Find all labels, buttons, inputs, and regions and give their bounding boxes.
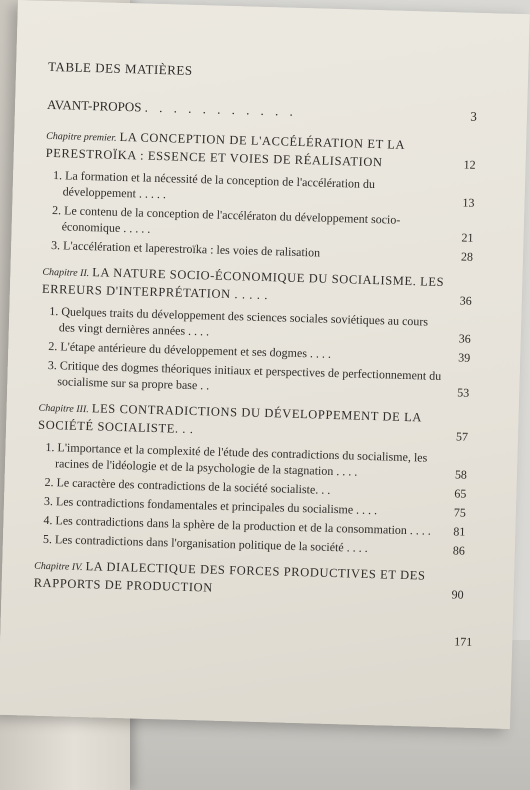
chapter-entry (38, 399, 469, 445)
page-number: 90 (451, 587, 464, 602)
chapter-label: Chapitre IV. (34, 560, 83, 574)
page-number: 21 (461, 230, 474, 245)
avant-propos-entry (47, 97, 477, 125)
page-number: 12 (463, 157, 476, 172)
chapter-title: LA CONCEPTION DE L'ACCÉLÉRATION ET LA PERESTROÏKA : ESSENCE ET VOIES DE RÉALISATION (45, 129, 405, 170)
page-number: 53 (457, 385, 470, 400)
table-of-contents (33, 59, 478, 609)
avant-propos-label: AVANT-PROPOS (46, 96, 142, 115)
section-title: 5. Les contradictions dans l'organisation politique de la société . . . . (42, 531, 368, 555)
chapter-title: LA DIALECTIQUE DES FORCES PRODUCTIVES ET DES RAPPORTS DE PRODUCTION (33, 559, 426, 595)
chapter-label: Chapitre III. (38, 402, 89, 416)
page-number: 75 (453, 505, 467, 520)
page-number: 39 (457, 350, 471, 365)
toc-heading: TABLE DES MATIÈRES (47, 58, 193, 78)
chapter-entry (42, 263, 473, 309)
page-number: 36 (458, 331, 471, 346)
section-title: 4. Les contradictions dans la sphère de la production et de la consommation . . . . (43, 512, 432, 538)
page-number: 86 (452, 543, 465, 558)
page-number: 65 (454, 486, 467, 501)
folio-page-number: 171 (454, 634, 473, 649)
leader-dots: . . . . . . . . . . . (144, 99, 298, 119)
page-number: 57 (455, 429, 469, 444)
chapter-entry (46, 127, 477, 173)
chapter-entry (34, 557, 465, 603)
chapter-label: Chapitre II. (42, 266, 90, 280)
page-number: 58 (454, 467, 468, 482)
section-title: 3. L'accélération et laperestroïka : les voies de ralisation (50, 238, 321, 260)
page-number: 13 (462, 195, 475, 210)
chapter-label: Chapitre premier. (46, 130, 117, 144)
section-title: 3. Critique des dogmes théoriques initiaux et perspectives de perfectionnement du socialisme sur sa propre base . . (47, 357, 442, 393)
section-title: 2. L'étape antérieure du développement et ses dogmes . . . . (48, 338, 332, 361)
section-title: 2. Le contenu de la conception de l'accélératon du développement socio-économique . . . . . (51, 203, 401, 236)
chapter-title: LA NATURE SOCIO-ÉCONOMIQUE DU SOCIALISME. LES ERREURS D'INTERPRÉTATION . . . . . (41, 265, 445, 303)
chapter-title: LES CONTRADICTIONS DU DÉVELOPPEMENT DE LA SOCIÉTÉ SOCIALISTE. . . (37, 401, 422, 437)
section-title: 1. L'importance et la complexité de l'étude des contradictions du socialisme, les racines de l'idéologie et de la psychologie de la stagnation . . . . (45, 439, 428, 479)
section-title: 1. La formation et la nécessité de la conception de l'accélération du développement . . . . . (52, 168, 376, 202)
section-title: 3. Les contradictions fondamentales et principales du socialisme . . . . (43, 493, 378, 518)
page-number: 36 (459, 293, 472, 308)
page-number: 28 (460, 249, 474, 264)
page-number: 81 (453, 524, 466, 539)
section-title: 1. Quelques traits du développement des sciences sociales soviétiques au cours des vingt dernières années . . . . (49, 303, 429, 339)
section-title: 2. Le caractère des contradictions de la société socialiste. . . (44, 474, 331, 497)
page-number: 3 (470, 108, 478, 124)
